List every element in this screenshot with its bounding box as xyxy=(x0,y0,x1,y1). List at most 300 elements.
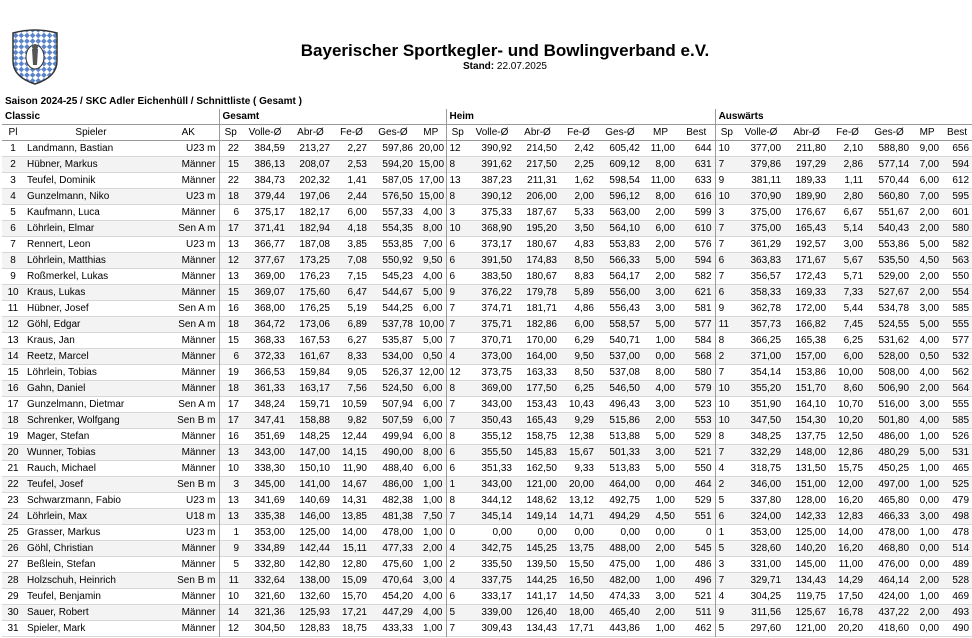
cell-heim-fe: 13,75 xyxy=(568,543,594,554)
cell-ak: Männer xyxy=(181,367,216,378)
cell-auswaerts-fe: 16,78 xyxy=(838,607,864,618)
cell-heim-ges: 564,10 xyxy=(609,223,640,234)
cell-heim-ges: 596,12 xyxy=(609,191,640,202)
cell-gesamt-sp: 6 xyxy=(219,349,242,365)
section-gesamt: Gesamt xyxy=(219,109,446,125)
cell-gesamt-sp: 5 xyxy=(219,557,242,573)
cell-gesamt-sp: 10 xyxy=(219,461,242,477)
stand-label: Stand: xyxy=(463,61,495,72)
cell-auswaerts-ges: 527,67 xyxy=(878,287,910,298)
cell-ak: U23 m xyxy=(186,239,216,250)
table-row xyxy=(2,317,972,333)
cell-gesamt-volle: 341,69 xyxy=(254,495,285,506)
cell-auswaerts-ges: 534,78 xyxy=(878,303,910,314)
cell-heim-ges: 443,86 xyxy=(609,623,640,634)
table-row xyxy=(2,205,972,221)
cell-gesamt-mp: 1,00 xyxy=(423,623,443,634)
cell-gesamt-mp: 6,00 xyxy=(423,415,443,426)
cell-auswaerts-fe: 5,71 xyxy=(843,271,864,282)
cell-auswaerts-mp: 7,00 xyxy=(919,159,940,170)
cell-heim-fe: 6,00 xyxy=(574,319,594,330)
cell-auswaerts-volle: 379,86 xyxy=(750,159,782,170)
cell-heim-best: 551 xyxy=(694,511,712,522)
cell-heim-sp: 6 xyxy=(446,237,469,253)
cell-auswaerts-sp: 4 xyxy=(715,589,738,605)
cell-auswaerts-fe: 10,20 xyxy=(838,415,864,426)
cell-gesamt-abr: 175,60 xyxy=(299,287,330,298)
cell-pl: 24 xyxy=(7,511,19,522)
cell-auswaerts-volle: 357,73 xyxy=(750,319,782,330)
col-best: Best xyxy=(942,125,972,141)
cell-ak: Männer xyxy=(181,543,216,554)
cell-heim-fe: 8,83 xyxy=(574,271,594,282)
cell-gesamt-volle: 384,73 xyxy=(254,175,285,186)
col-pl: Pl xyxy=(2,125,24,141)
cell-gesamt-volle: 304,50 xyxy=(254,623,285,634)
cell-auswaerts-fe: 5,67 xyxy=(843,255,864,266)
cell-auswaerts-ges: 418,60 xyxy=(878,623,910,634)
cell-gesamt-abr: 146,00 xyxy=(299,511,330,522)
cell-heim-sp: 13 xyxy=(446,173,469,189)
table-row xyxy=(2,301,972,317)
cell-gesamt-abr: 187,08 xyxy=(299,239,330,250)
cell-auswaerts-mp: 7,00 xyxy=(919,191,940,202)
stand-value: 22.07.2025 xyxy=(496,61,547,72)
cell-gesamt-abr: 159,71 xyxy=(299,399,330,410)
cell-pl: 14 xyxy=(7,351,19,362)
cell-auswaerts-ges: 506,90 xyxy=(878,383,910,394)
cell-heim-volle: 391,62 xyxy=(481,159,512,170)
table-row xyxy=(2,285,972,301)
cell-heim-fe: 9,29 xyxy=(574,415,594,426)
cell-gesamt-abr: 159,84 xyxy=(299,367,330,378)
cell-auswaerts-fe: 16,20 xyxy=(838,543,864,554)
cell-gesamt-mp: 7,50 xyxy=(423,511,443,522)
cell-auswaerts-sp: 5 xyxy=(715,493,738,509)
cell-heim-mp: 1,00 xyxy=(655,335,675,346)
cell-heim-fe: 6,29 xyxy=(574,335,594,346)
cell-gesamt-abr: 213,27 xyxy=(299,143,330,154)
cell-heim-sp: 7 xyxy=(446,301,469,317)
cell-heim-ges: 598,54 xyxy=(609,175,640,186)
cell-heim-best: 553 xyxy=(694,415,712,426)
cell-auswaerts-ges: 466,33 xyxy=(878,511,910,522)
cell-gesamt-fe: 2,27 xyxy=(347,143,367,154)
cell-gesamt-sp: 18 xyxy=(219,381,242,397)
table-row xyxy=(2,477,972,493)
cell-gesamt-abr: 148,25 xyxy=(299,431,330,442)
cell-heim-fe: 2,25 xyxy=(574,159,594,170)
cell-heim-fe: 1,62 xyxy=(574,175,594,186)
cell-gesamt-volle: 375,17 xyxy=(254,207,285,218)
cell-heim-volle: 373,75 xyxy=(481,367,512,378)
cell-gesamt-volle: 332,80 xyxy=(254,559,285,570)
cell-auswaerts-sp: 10 xyxy=(715,141,738,157)
cell-heim-fe: 6,25 xyxy=(574,383,594,394)
cell-heim-fe: 13,12 xyxy=(568,495,594,506)
cell-heim-sp: 6 xyxy=(446,589,469,605)
cell-heim-fe: 15,67 xyxy=(568,447,594,458)
cell-auswaerts-best: 577 xyxy=(952,335,970,346)
cell-spieler: Gahn, Daniel xyxy=(27,383,86,394)
cell-auswaerts-ges: 508,00 xyxy=(878,367,910,378)
cell-auswaerts-volle: 356,57 xyxy=(750,271,782,282)
cell-auswaerts-sp: 10 xyxy=(715,189,738,205)
cell-ak: Sen A m xyxy=(178,303,216,314)
cell-auswaerts-fe: 2,10 xyxy=(843,143,864,154)
cell-pl: 20 xyxy=(7,447,19,458)
cell-auswaerts-sp: 5 xyxy=(715,541,738,557)
cell-auswaerts-ges: 588,80 xyxy=(878,143,910,154)
cell-heim-mp: 11,00 xyxy=(650,175,675,186)
cell-ak: Männer xyxy=(181,255,216,266)
cell-auswaerts-ges: 464,14 xyxy=(878,575,910,586)
cell-auswaerts-fe: 11,00 xyxy=(838,559,864,570)
cell-ak: Männer xyxy=(181,623,216,634)
cell-auswaerts-mp: 0,00 xyxy=(919,543,940,554)
cell-auswaerts-best: 514 xyxy=(952,543,970,554)
cell-gesamt-ges: 576,50 xyxy=(382,191,413,202)
cell-heim-volle: 374,71 xyxy=(481,303,512,314)
cell-spieler: Göhl, Christian xyxy=(27,543,94,554)
cell-auswaerts-abr: 165,43 xyxy=(795,223,827,234)
cell-heim-mp: 3,00 xyxy=(655,399,675,410)
cell-heim-best: 496 xyxy=(694,575,712,586)
cell-pl: 31 xyxy=(7,623,19,634)
cell-gesamt-abr: 158,88 xyxy=(299,415,330,426)
cell-gesamt-fe: 10,59 xyxy=(341,399,367,410)
cell-gesamt-mp: 3,00 xyxy=(423,575,443,586)
cell-heim-best: 576 xyxy=(694,239,712,250)
cell-heim-ges: 496,43 xyxy=(609,399,640,410)
cell-auswaerts-sp: 6 xyxy=(715,285,738,301)
cell-auswaerts-mp: 2,00 xyxy=(919,271,940,282)
cell-auswaerts-best: 478 xyxy=(952,527,970,538)
cell-gesamt-mp: 15,00 xyxy=(419,191,445,202)
cell-auswaerts-volle: 348,25 xyxy=(750,431,782,442)
cell-heim-mp: 5,00 xyxy=(655,431,675,442)
cell-gesamt-sp: 1 xyxy=(219,525,242,541)
cell-pl: 26 xyxy=(7,543,19,554)
cell-auswaerts-best: 580 xyxy=(952,223,970,234)
cell-gesamt-fe: 3,85 xyxy=(347,239,367,250)
cell-heim-abr: 206,00 xyxy=(526,191,557,202)
cell-auswaerts-fe: 12,86 xyxy=(838,447,864,458)
cell-gesamt-mp: 2,00 xyxy=(423,543,443,554)
table-row xyxy=(2,397,972,413)
cell-gesamt-abr: 138,00 xyxy=(299,575,330,586)
cell-auswaerts-abr: 134,43 xyxy=(795,575,827,586)
cell-auswaerts-volle: 328,60 xyxy=(750,543,782,554)
cell-auswaerts-volle: 347,50 xyxy=(750,415,782,426)
cell-gesamt-fe: 14,00 xyxy=(341,527,367,538)
cell-heim-ges: 465,40 xyxy=(609,607,640,618)
cell-heim-best: 633 xyxy=(694,175,712,186)
cell-auswaerts-volle: 354,14 xyxy=(750,367,782,378)
cell-gesamt-mp: 20,00 xyxy=(419,143,445,154)
cell-heim-ges: 556,00 xyxy=(609,287,640,298)
cell-gesamt-fe: 15,11 xyxy=(342,543,367,554)
cell-auswaerts-abr: 148,00 xyxy=(795,447,827,458)
cell-heim-sp: 6 xyxy=(446,269,469,285)
cell-auswaerts-best: 550 xyxy=(952,271,970,282)
table-row xyxy=(2,541,972,557)
cell-spieler: Grasser, Markus xyxy=(27,527,101,538)
cell-heim-ges: 564,17 xyxy=(609,271,640,282)
cell-auswaerts-best: 525 xyxy=(952,479,970,490)
cell-gesamt-fe: 9,82 xyxy=(347,415,367,426)
cell-heim-mp: 6,00 xyxy=(655,223,675,234)
cell-heim-mp: 1,00 xyxy=(655,495,675,506)
cell-auswaerts-abr: 153,86 xyxy=(795,367,827,378)
cell-heim-mp: 3,00 xyxy=(655,447,675,458)
cell-heim-best: 550 xyxy=(694,463,712,474)
cell-heim-mp: 2,00 xyxy=(655,607,675,618)
cell-spieler: Schwarzmann, Fabio xyxy=(27,495,121,506)
cell-heim-fe: 2,00 xyxy=(574,191,594,202)
cell-auswaerts-fe: 14,00 xyxy=(838,527,864,538)
stand-date xyxy=(0,61,954,72)
cell-auswaerts-mp: 4,00 xyxy=(919,415,940,426)
cell-auswaerts-abr: 189,90 xyxy=(795,191,827,202)
cell-heim-sp: 6 xyxy=(446,461,469,477)
cell-auswaerts-fe: 2,80 xyxy=(843,191,864,202)
cell-heim-ges: 540,71 xyxy=(609,335,640,346)
cell-auswaerts-best: 555 xyxy=(952,399,970,410)
cell-ak: Männer xyxy=(181,287,216,298)
cell-gesamt-abr: 163,17 xyxy=(299,383,330,394)
col-fe: Fe-Ø xyxy=(333,125,370,141)
cell-gesamt-sp: 13 xyxy=(219,237,242,253)
cell-auswaerts-mp: 4,50 xyxy=(919,255,940,266)
table-row xyxy=(2,413,972,429)
cell-pl: 6 xyxy=(10,223,16,234)
cell-gesamt-mp: 1,00 xyxy=(423,495,443,506)
cell-heim-mp: 2,00 xyxy=(655,415,675,426)
cell-heim-best: 610 xyxy=(694,223,712,234)
cell-heim-abr: 180,67 xyxy=(526,271,557,282)
cell-pl: 18 xyxy=(7,415,19,426)
cell-pl: 8 xyxy=(10,255,16,266)
cell-heim-abr: 149,14 xyxy=(526,511,557,522)
cell-auswaerts-sp: 7 xyxy=(715,573,738,589)
cell-heim-ges: 464,00 xyxy=(609,479,640,490)
cell-heim-abr: 195,20 xyxy=(526,223,557,234)
cell-ak: Männer xyxy=(181,175,216,186)
cell-heim-ges: 492,75 xyxy=(609,495,640,506)
cell-heim-sp: 7 xyxy=(446,509,469,525)
cell-heim-abr: 121,00 xyxy=(526,479,557,490)
cell-heim-mp: 2,00 xyxy=(655,271,675,282)
cell-heim-fe: 4,86 xyxy=(574,303,594,314)
cell-auswaerts-mp: 4,00 xyxy=(919,335,940,346)
cell-heim-mp: 3,00 xyxy=(655,303,675,314)
table-row xyxy=(2,461,972,477)
cell-ak: U23 m xyxy=(186,143,216,154)
cell-heim-ges: 0,00 xyxy=(620,527,640,538)
cell-auswaerts-fe: 17,50 xyxy=(838,591,864,602)
cell-gesamt-ges: 477,33 xyxy=(382,543,413,554)
cell-gesamt-volle: 345,00 xyxy=(254,479,285,490)
cell-auswaerts-volle: 361,29 xyxy=(750,239,782,250)
cell-gesamt-volle: 351,69 xyxy=(254,431,285,442)
cell-heim-fe: 18,00 xyxy=(568,607,594,618)
cell-auswaerts-abr: 151,70 xyxy=(795,383,827,394)
cell-heim-fe: 0,00 xyxy=(574,527,594,538)
table-row xyxy=(2,381,972,397)
cell-auswaerts-best: 582 xyxy=(952,239,970,250)
cell-auswaerts-sp: 9 xyxy=(715,301,738,317)
cell-gesamt-volle: 343,00 xyxy=(254,447,285,458)
cell-gesamt-mp: 5,00 xyxy=(423,335,443,346)
cell-gesamt-mp: 6,00 xyxy=(423,303,443,314)
cell-spieler: Löhrlein, Matthias xyxy=(27,255,106,266)
cell-gesamt-fe: 2,53 xyxy=(347,159,367,170)
cell-pl: 25 xyxy=(7,527,19,538)
cell-heim-volle: 342,75 xyxy=(481,543,512,554)
cell-gesamt-mp: 8,00 xyxy=(423,223,443,234)
cell-auswaerts-ges: 570,44 xyxy=(878,175,910,186)
cell-heim-ges: 563,00 xyxy=(609,207,640,218)
cell-auswaerts-abr: 189,33 xyxy=(795,175,827,186)
cell-auswaerts-abr: 154,30 xyxy=(795,415,827,426)
cell-auswaerts-ges: 480,29 xyxy=(878,447,910,458)
cell-gesamt-volle: 335,38 xyxy=(254,511,285,522)
cell-auswaerts-volle: 353,00 xyxy=(750,527,782,538)
cell-heim-best: 580 xyxy=(694,367,712,378)
cell-spieler: Reetz, Marcel xyxy=(27,351,89,362)
cell-auswaerts-abr: 145,00 xyxy=(795,559,827,570)
cell-heim-abr: 182,86 xyxy=(526,319,557,330)
cell-heim-best: 568 xyxy=(694,351,712,362)
cell-auswaerts-fe: 6,67 xyxy=(843,207,864,218)
cell-gesamt-fe: 7,56 xyxy=(347,383,367,394)
cell-heim-sp: 10 xyxy=(446,221,469,237)
table-row xyxy=(2,557,972,573)
cell-gesamt-abr: 132,60 xyxy=(299,591,330,602)
cell-spieler: Wunner, Tobias xyxy=(27,447,96,458)
cell-heim-abr: 174,83 xyxy=(526,255,557,266)
cell-auswaerts-best: 469 xyxy=(952,591,970,602)
cell-heim-best: 529 xyxy=(694,431,712,442)
cell-auswaerts-volle: 331,00 xyxy=(750,559,782,570)
table-row xyxy=(2,365,972,381)
cell-auswaerts-abr: 140,20 xyxy=(795,543,827,554)
col-best: Best xyxy=(678,125,715,141)
cell-heim-best: 621 xyxy=(694,287,712,298)
cell-heim-sp: 4 xyxy=(446,573,469,589)
cell-auswaerts-mp: 0,50 xyxy=(919,351,940,362)
section-classic: Classic xyxy=(2,109,219,125)
cell-gesamt-volle: 379,44 xyxy=(254,191,285,202)
cell-auswaerts-best: 554 xyxy=(952,287,970,298)
cell-auswaerts-volle: 366,25 xyxy=(750,335,782,346)
cell-heim-volle: 390,92 xyxy=(481,143,512,154)
cell-gesamt-ges: 550,92 xyxy=(382,255,413,266)
cell-heim-abr: 165,43 xyxy=(526,415,557,426)
cell-gesamt-fe: 18,75 xyxy=(341,623,367,634)
cell-auswaerts-mp: 3,00 xyxy=(919,511,940,522)
cell-auswaerts-mp: 6,00 xyxy=(919,175,940,186)
cell-auswaerts-sp: 10 xyxy=(715,397,738,413)
cell-spieler: Schrenker, Wolfgang xyxy=(27,415,120,426)
col-mp: MP xyxy=(912,125,942,141)
cell-auswaerts-ges: 524,55 xyxy=(878,319,910,330)
cell-heim-mp: 8,00 xyxy=(655,159,675,170)
cell-gesamt-fe: 7,15 xyxy=(347,271,367,282)
cell-gesamt-ges: 535,87 xyxy=(382,335,413,346)
cell-heim-ges: 556,43 xyxy=(609,303,640,314)
cell-gesamt-fe: 8,33 xyxy=(347,351,367,362)
cell-heim-volle: 339,00 xyxy=(481,607,512,618)
cell-gesamt-abr: 125,93 xyxy=(299,607,330,618)
cell-auswaerts-sp: 7 xyxy=(715,269,738,285)
cell-auswaerts-abr: 119,75 xyxy=(796,591,827,602)
cell-auswaerts-abr: 211,80 xyxy=(796,143,827,154)
cell-auswaerts-mp: 3,00 xyxy=(919,399,940,410)
cell-gesamt-mp: 4,00 xyxy=(423,207,443,218)
cell-auswaerts-sp: 7 xyxy=(715,221,738,237)
cell-gesamt-abr: 208,07 xyxy=(299,159,330,170)
cell-auswaerts-fe: 3,00 xyxy=(843,239,864,250)
cell-heim-abr: 139,50 xyxy=(526,559,557,570)
cell-heim-volle: 343,00 xyxy=(481,479,512,490)
cell-spieler: Gunzelmann, Niko xyxy=(27,191,110,202)
cell-auswaerts-ges: 450,25 xyxy=(878,463,910,474)
cell-heim-volle: 350,43 xyxy=(481,415,512,426)
cell-ak: Sen B m xyxy=(177,415,216,426)
col-ak: AK xyxy=(158,125,219,141)
cell-heim-abr: 187,67 xyxy=(526,207,557,218)
cell-gesamt-abr: 142,44 xyxy=(299,543,330,554)
col-abr: Abr-Ø xyxy=(515,125,560,141)
cell-auswaerts-sp: 10 xyxy=(715,413,738,429)
cell-auswaerts-ges: 551,67 xyxy=(878,207,910,218)
cell-heim-volle: 355,50 xyxy=(481,447,512,458)
cell-heim-volle: 373,00 xyxy=(481,351,512,362)
cell-auswaerts-abr: 169,33 xyxy=(795,287,827,298)
cell-auswaerts-ges: 577,14 xyxy=(878,159,910,170)
cell-heim-mp: 2,00 xyxy=(655,207,675,218)
cell-gesamt-abr: 142,80 xyxy=(299,559,330,570)
cell-heim-mp: 5,00 xyxy=(655,255,675,266)
cell-spieler: Spieler, Mark xyxy=(27,623,86,634)
cell-auswaerts-fe: 16,20 xyxy=(838,495,864,506)
table-row xyxy=(2,189,972,205)
cell-heim-ges: 566,33 xyxy=(609,255,640,266)
cell-auswaerts-volle: 358,33 xyxy=(750,287,782,298)
cell-gesamt-sp: 3 xyxy=(219,477,242,493)
cell-gesamt-fe: 15,09 xyxy=(341,575,367,586)
cell-auswaerts-fe: 12,00 xyxy=(838,479,864,490)
cell-auswaerts-fe: 14,29 xyxy=(838,575,864,586)
cell-auswaerts-volle: 329,71 xyxy=(750,575,782,586)
cell-heim-sp: 4 xyxy=(446,541,469,557)
cell-auswaerts-volle: 370,90 xyxy=(750,191,782,202)
cell-heim-volle: 0,00 xyxy=(492,527,512,538)
cell-auswaerts-ges: 529,00 xyxy=(878,271,910,282)
cell-pl: 27 xyxy=(7,559,19,570)
cell-gesamt-volle: 321,36 xyxy=(254,607,285,618)
cell-heim-abr: 214,50 xyxy=(526,143,557,154)
cell-gesamt-abr: 167,53 xyxy=(299,335,330,346)
cell-auswaerts-sp: 8 xyxy=(715,429,738,445)
cell-heim-volle: 351,33 xyxy=(481,463,512,474)
cell-spieler: Teufel, Josef xyxy=(27,479,84,490)
cell-pl: 23 xyxy=(7,495,19,506)
col-volle: Volle-Ø xyxy=(242,125,288,141)
cell-heim-best: 464 xyxy=(694,479,712,490)
